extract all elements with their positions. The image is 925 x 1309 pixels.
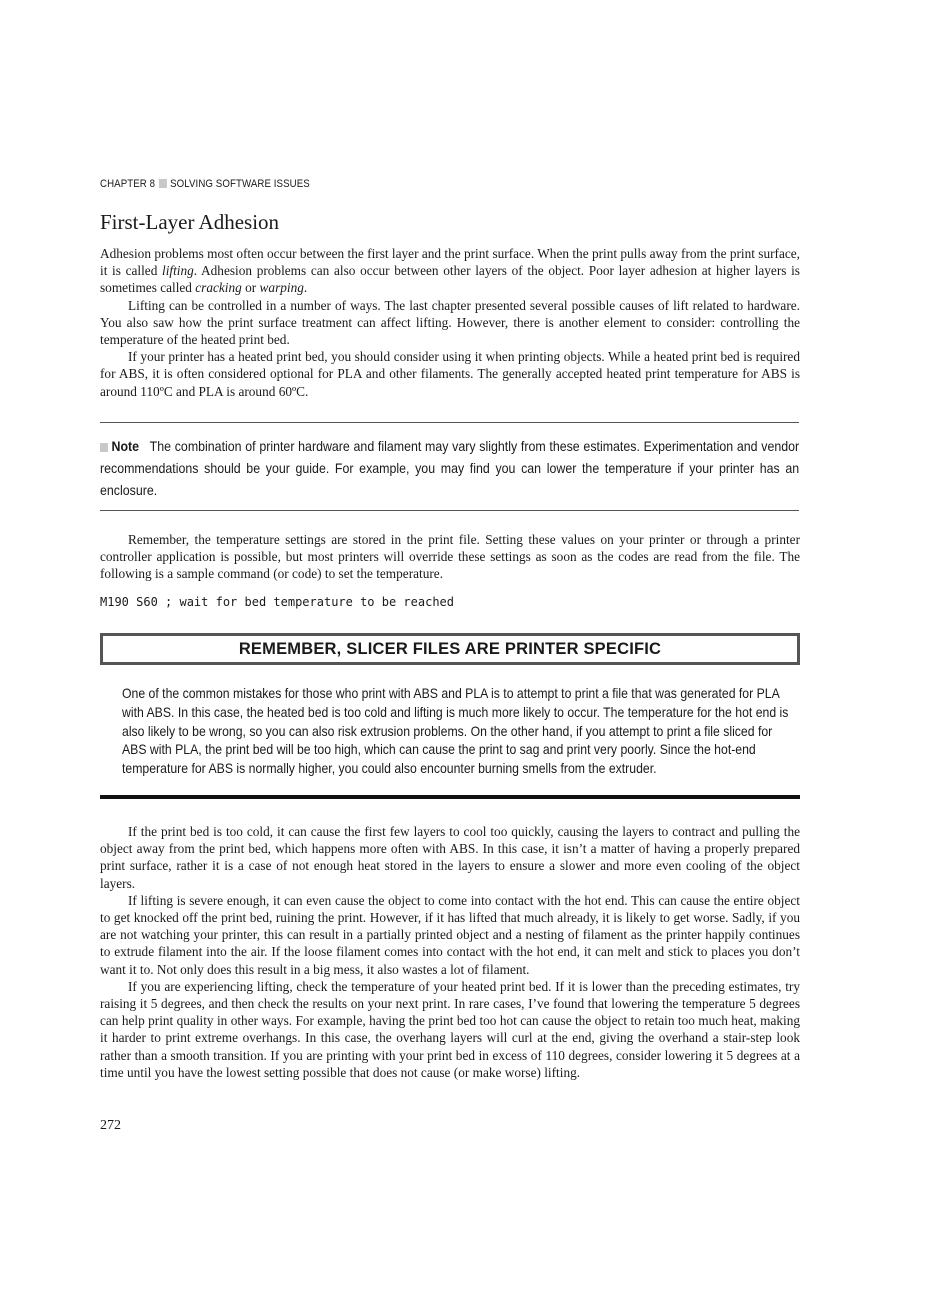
paragraph: Lifting can be controlled in a number of ways. The last chapter presented several possible causes of lift related to hardware. You also saw how the print surface treatment can affect lifting. However, there is another element to consider: controlling the temperature of the heated print bed.: [100, 297, 800, 348]
note-box: [100, 422, 799, 511]
note-square-icon: [100, 443, 108, 452]
paragraph: If you are experiencing lifting, check the temperature of your heated print bed. If it is lower than the preceding estimates, try raising it 5 degrees, and then check the results on your next print. In rare cases, I’ve found that lowering the temperature 5 degrees can help print quality in other ways. For example, having the print bed too hot can cause the object to retain too much heat, making it harder to print extreme overhangs. In this case, the overhang layers will curl at the end, giving the overhand a stair-step look rather than a smooth transition. If you are printing with your print bed in excess of 110 degrees, consider lowering it 5 degrees at a time until you have the lowest setting possible that does not cause (or make worse) lifting.: [100, 978, 800, 1080]
sidebar-title: REMEMBER, SLICER FILES ARE PRINTER SPECIFIC: [238, 640, 662, 658]
section-heading: First-Layer Adhesion: [100, 210, 280, 234]
intro-paragraphs: [100, 245, 800, 400]
running-header: [100, 178, 310, 190]
paragraph: If lifting is severe enough, it can even cause the object to come into contact with the hot end. This can cause the entire object to get knocked off the print bed, ruining the print. However, if it has lifted that much already, it is likely to get worse. Sadly, if you are not watching your printer, this can result in a partially printed object and a nesting of filament as the printer happily continues to extrude filament into the air. If the loose filament comes into contact with the hot end, it can melt and stick to places you don’t want it to. Not only does this result in a big mess, it also wastes a lot of filament.: [100, 892, 800, 977]
header-separator-square: [159, 179, 167, 188]
lifting-paragraphs: [100, 823, 800, 1081]
sidebar-body: One of the common mistakes for those who print with ABS and PLA is to attempt to print a file that was generated for PLA with ABS. In this case, the heated bed is too cold and lifting is much more likely to occur. The temperature for the hot end is also likely to be wrong, so you can also risk extrusion problems. On the other hand, if you attempt to print a file sliced for ABS with PLA, the print bed will be too high, which can cause the print to sag and print very poorly. Since the hot-end temperature for ABS is normally higher, you could also encounter burning smells from the extruder.: [122, 685, 789, 777]
paragraph: If the print bed is too cold, it can cause the first few layers to cool too quickly, causing the layers to contract and pulling the object away from the print bed, which happens more often with ABS. In this case, it isn’t a matter of having a properly prepared print surface, rather it is a case of not enough heat stored in the layers to ensure a slower and more even cooling of the object layers.: [100, 824, 800, 891]
temperature-paragraph: Remember, the temperature settings are stored in the print file. Setting these values on your printer or through a printer controller application is possible, but most printers will override these settings as soon as the codes are read from the file. The following is a sample command (or code) to set the temperature.: [100, 532, 800, 582]
note-text: Note The combination of printer hardware and filament may vary slightly from these estimates. Experimentation and vendor recommendations should be your guide. For example, you may find you can lower the temperature if your printer has an enclosure.: [100, 438, 800, 498]
sidebar-bottom-rule: [100, 795, 800, 799]
section-label: SOLVING SOFTWARE ISSUES: [170, 178, 310, 190]
paragraph: Adhesion problems most often occur between the first layer and the print surface. When the print pulls away from the print surface, it is called lifting. Adhesion problems can also occur between other layers of the object. Poor layer adhesion at higher layers is sometimes called cracking or warping.: [100, 246, 800, 296]
chapter-label: CHAPTER 8: [100, 178, 156, 190]
code-sample: M190 S60 ; wait for bed temperature to be reached: [100, 595, 455, 609]
sidebar-title-box: [100, 633, 800, 665]
paragraph: If your printer has a heated print bed, you should consider using it when printing objects. While a heated print bed is required for ABS, it is often considered optional for PLA and other filaments. The generally accepted heated print temperature for ABS is around 110ºC and PLA is around 60ºC.: [100, 349, 800, 399]
page-number: 272: [100, 1118, 121, 1133]
note-label: Note: [111, 438, 140, 454]
